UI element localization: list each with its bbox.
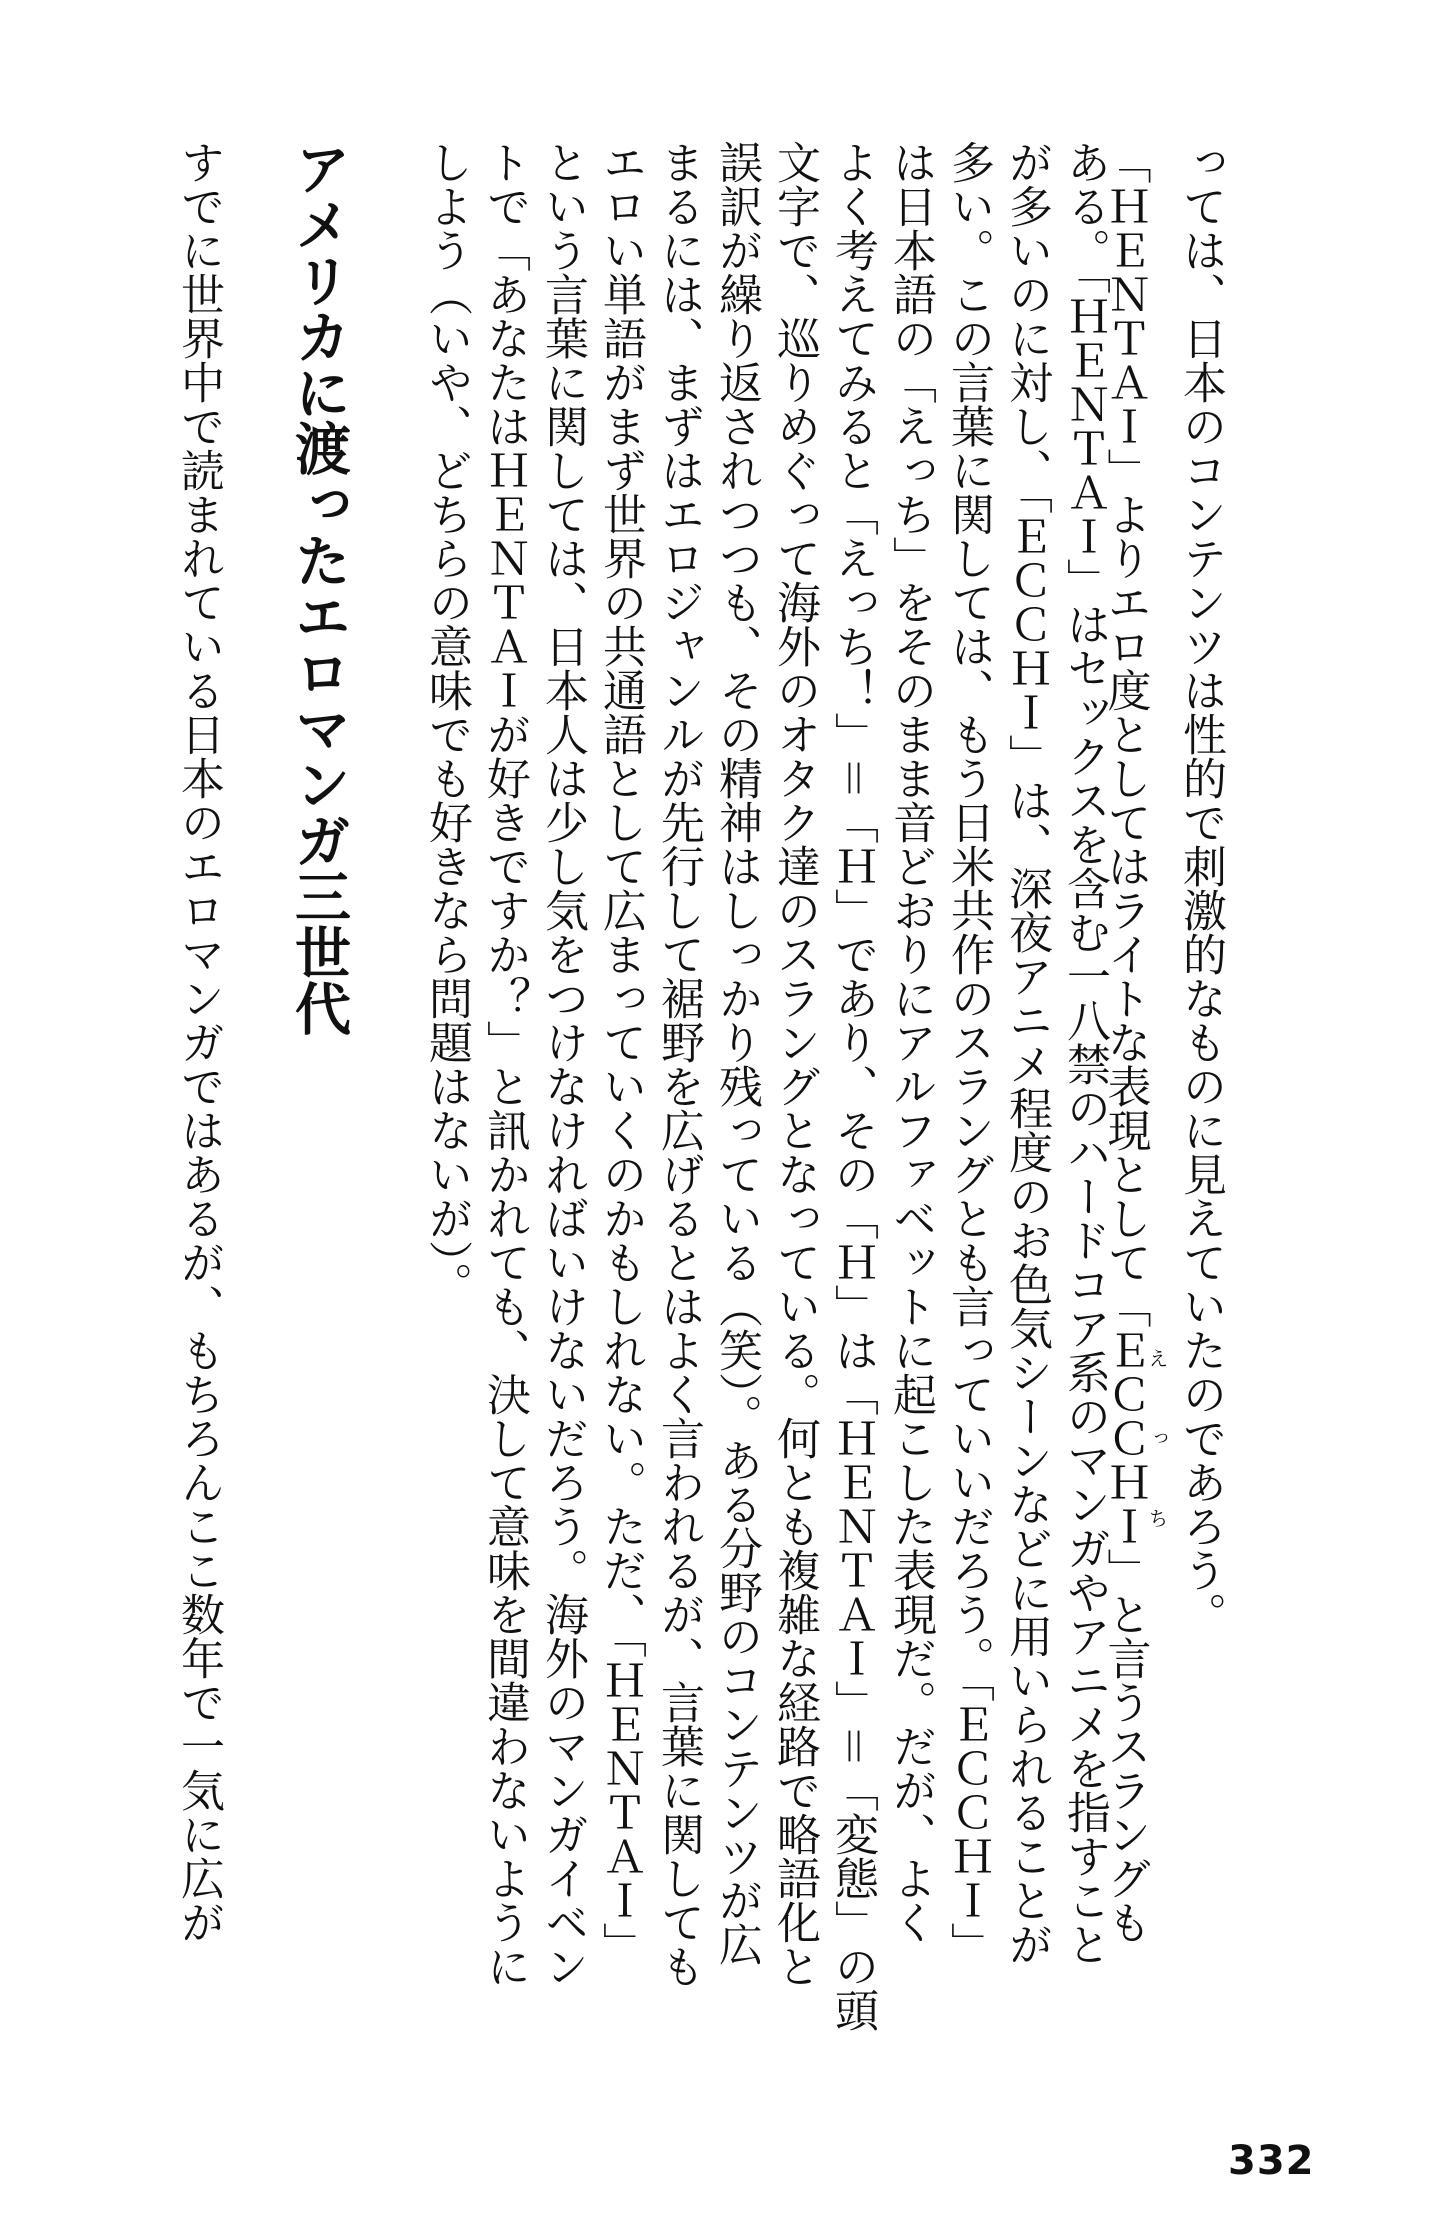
text-column: まるには、まずはエロジャンルが先行して裾野を広げるとはよく言われるが、言葉に関しても xyxy=(653,140,704,1988)
section-heading: アメリカに渡ったエロマンガ三世代 xyxy=(286,140,351,1036)
text-column: エロい単語がまず世界の共通語として広まっていくのかもしれない。ただ、「ＨＥＮＴＡＩ」 xyxy=(595,140,646,1966)
text-column: という言葉に関しては、日本人は少し気をつけなければいけないだろう。海外のマンガイベン xyxy=(537,140,588,1988)
text-column: が多いのに対し、「ＥＣＣＨＩ」は、深夜アニメ程度のお色気シーンなどに用いられることが xyxy=(1001,140,1052,1966)
text-column-with-ruby xyxy=(1099,140,1169,1944)
text-column: っては、日本のコンテンツは性的で刺激的なものに見えていたのであろう。 xyxy=(1175,140,1226,1636)
page-number: 332 xyxy=(1228,2138,1315,2184)
text-column: しよう（いや、どちらの意味でも好きなら問題はないが）。 xyxy=(421,140,472,1306)
text-column: 多い。この言葉に関しては、もう日米共作のスラングとも言っていいだろう。「ＥＣＣＨＩ」 xyxy=(943,140,994,1966)
text-column: トで「あなたはＨＥＮＴＡＩが好きですか？」と訊かれても、決して意味を間違わないように xyxy=(479,140,530,1988)
text-column: 文字で、巡りめぐって海外のオタク達のスラングとなっている。何とも複雑な経路で略語化と xyxy=(769,140,820,1988)
text-column: は日本語の「えっち」をそのまま音どおりにアルファベットに起こした表現だ。だが、よく xyxy=(885,140,936,1944)
ruby-base: ＥＣＣＨＩ xyxy=(1099,1328,1151,1548)
text-column: 誤訳が繰り返されつつも、その精神はしっかり残っている（笑）。ある分野のコンテンツが広 xyxy=(711,140,762,1966)
text-column: よく考えてみると「えっち！」＝「Ｈ」であり、その「Ｈ」は「ＨＥＮＴＡＩ」＝「変態」の頭 xyxy=(827,140,878,2032)
text-segment: 」と言うスラングも xyxy=(1099,1548,1151,1944)
text-column: ある。「ＨＥＮＴＡＩ」はセックスを含む一八禁のハードコア系のマンガやアニメを指すこと xyxy=(1059,140,1110,1966)
text-segment: 「ＨＥＮＴＡＩ」よりエロ度としてはライトな表現として「 xyxy=(1099,140,1151,1328)
section-text-column: すでに世界中で読まれている日本のエロマンガではあるが、もちろんここ数年で一気に広が xyxy=(173,140,224,1944)
ruby-reading: えっち xyxy=(1145,1328,1169,1548)
